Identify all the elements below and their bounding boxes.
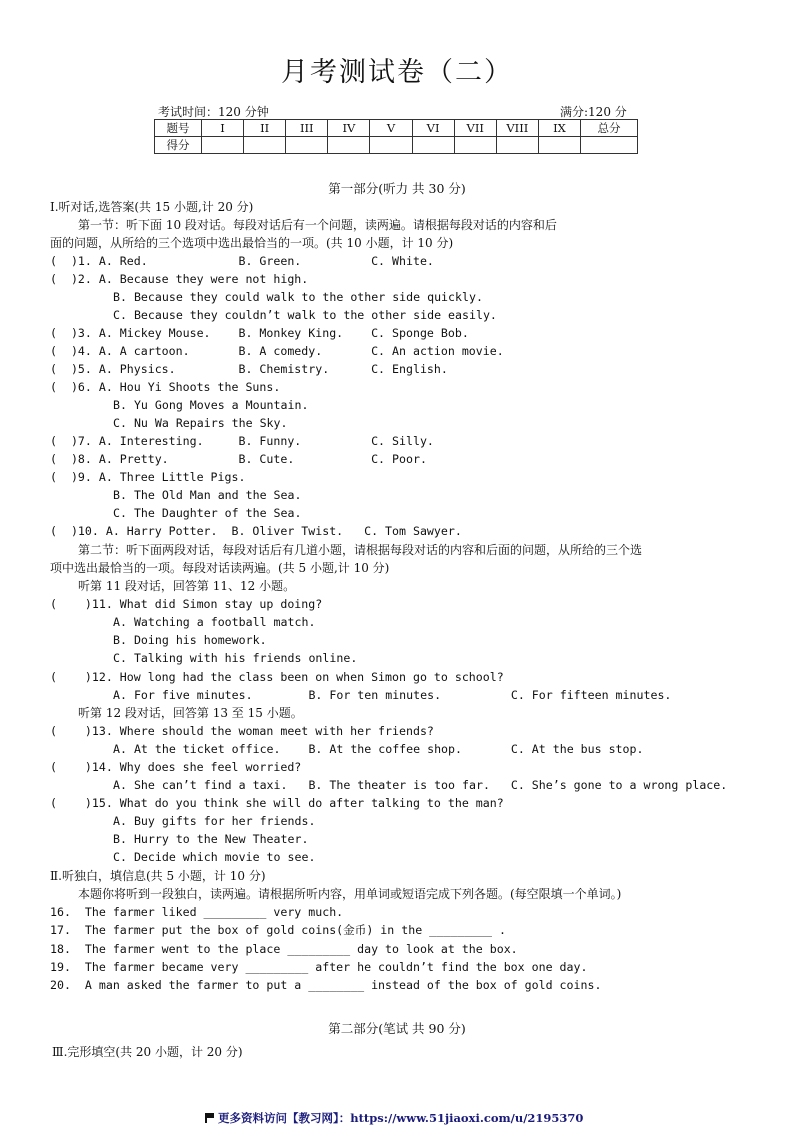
text-line: 面的问题，从所给的三个选项中选出最恰当的一项。(共 10 小题，计 10 分)	[50, 236, 454, 250]
text-line: ( )5. A. Physics. B. Chemistry. C. English.	[50, 362, 448, 376]
text-line: B. The Old Man and the Sea.	[113, 488, 302, 502]
text-line: 第一节：听下面 10 段对话。每段对话后有一个问题，读两遍。请根据每段对话的内容和后	[78, 218, 557, 232]
score-input-cell	[496, 137, 538, 154]
text-line: ( )7. A. Interesting. B. Funny. C. Silly.	[50, 434, 434, 448]
score-cell: VII	[454, 120, 496, 137]
text-line: C. Nu Wa Repairs the Sky.	[113, 416, 288, 430]
text-line: ( )14. Why does she feel worried?	[50, 760, 302, 774]
score-table-score-row	[155, 137, 638, 154]
flag-icon	[205, 1113, 214, 1122]
text-line: ( )9. A. Three Little Pigs.	[50, 470, 246, 484]
text-line: 18. The farmer went to the place _________ day to look at the box.	[50, 942, 518, 956]
text-line: ( )11. What did Simon stay up doing?	[50, 597, 323, 611]
text-line: B. Because they could walk to the other side quickly.	[113, 290, 483, 304]
score-input-cell	[454, 137, 496, 154]
page-title: 月考测试卷（二）	[281, 57, 513, 88]
text-line: ( )10. A. Harry Potter. B. Oliver Twist. C. Tom Sawyer.	[50, 524, 462, 538]
score-input-cell	[286, 137, 328, 154]
score-input-cell	[244, 137, 286, 154]
text-line: C. The Daughter of the Sea.	[113, 506, 302, 520]
footer-text: 更多资料访问【教习网】：https://www.51jiaoxi.com/u/2195370	[218, 1111, 584, 1125]
text-line: C. Decide which movie to see.	[113, 850, 316, 864]
text-line: ( )12. How long had the class been on when Simon go to school?	[50, 670, 504, 684]
text-line: Ⅰ.听对话,选答案(共 15 小题,计 20 分)	[50, 200, 254, 214]
text-line: ( )6. A. Hou Yi Shoots the Suns.	[50, 380, 281, 394]
text-line: 项中选出最恰当的一项。每段对话读两遍。(共 5 小题,计 10 分)	[50, 561, 390, 575]
text-line: Ⅱ.听独白，填信息(共 5 小题，计 10 分)	[50, 869, 266, 883]
full-score: 满分:120 分	[560, 105, 627, 119]
text-line: 17. The farmer put the box of gold coins(金币) in the _________ .	[50, 923, 506, 937]
score-input-cell	[412, 137, 454, 154]
score-cell: VIII	[496, 120, 538, 137]
text-line: 19. The farmer became very _________ after he couldn’t find the box one day.	[50, 960, 588, 974]
text-line: 第二节：听下面两段对话，每段对话后有几道小题，请根据每段对话的内容和后面的问题，从所给的三个选	[78, 543, 643, 557]
score-cell: IV	[328, 120, 370, 137]
score-cell: III	[286, 120, 328, 137]
text-line: 本题你将听到一段独白，读两遍。请根据所听内容，用单词或短语完成下列各题。(每空限填一个单词。)	[78, 887, 622, 901]
score-cell: V	[370, 120, 412, 137]
score-cell: I	[202, 120, 244, 137]
score-input-cell	[581, 137, 638, 154]
text-line: B. Doing his homework.	[113, 633, 267, 647]
text-line: ( )8. A. Pretty. B. Cute. C. Poor.	[50, 452, 427, 466]
text-line: B. Hurry to the New Theater.	[113, 832, 309, 846]
score-table	[154, 119, 638, 154]
score-cell: IX	[538, 120, 580, 137]
text-line: B. Yu Gong Moves a Mountain.	[113, 398, 309, 412]
score-input-cell	[370, 137, 412, 154]
score-cell: 总分	[581, 120, 638, 137]
text-line: ( )3. A. Mickey Mouse. B. Monkey King. C. Sponge Bob.	[50, 326, 469, 340]
score-input-cell	[202, 137, 244, 154]
score-table-header-row	[155, 120, 638, 137]
part1-heading: 第一部分(听力 共 30 分)	[328, 181, 466, 196]
exam-time: 考试时间：120 分钟	[158, 105, 269, 119]
text-line: 20. A man asked the farmer to put a ________ instead of the box of gold coins.	[50, 978, 602, 992]
text-line: ( )2. A. Because they were not high.	[50, 272, 309, 286]
text-line: A. Buy gifts for her friends.	[113, 814, 316, 828]
text-line: ( )13. Where should the woman meet with her friends?	[50, 724, 434, 738]
text-line: 听第 11 段对话，回答第 11、12 小题。	[78, 579, 296, 593]
score-cell: 题号	[155, 120, 202, 137]
text-line: C. Talking with his friends online.	[113, 651, 358, 665]
section3-heading: Ⅲ.完形填空(共 20 小题，计 20 分)	[52, 1045, 243, 1059]
text-line: C. Because they couldn’t walk to the other side easily.	[113, 308, 497, 322]
score-cell: II	[244, 120, 286, 137]
text-line: ( )4. A. A cartoon. B. A comedy. C. An action movie.	[50, 344, 504, 358]
text-line: ( )1. A. Red. B. Green. C. White.	[50, 254, 434, 268]
text-line: ( )15. What do you think she will do after talking to the man?	[50, 796, 504, 810]
text-line: 听第 12 段对话，回答第 13 至 15 小题。	[78, 706, 303, 720]
score-input-cell	[538, 137, 580, 154]
score-cell: 得分	[155, 137, 202, 154]
text-line: A. She can’t find a taxi. B. The theater is too far. C. She’s gone to a wrong place.	[113, 778, 728, 792]
part2-heading: 第二部分(笔试 共 90 分)	[328, 1021, 466, 1036]
score-input-cell	[328, 137, 370, 154]
text-line: A. For five minutes. B. For ten minutes. C. For fifteen minutes.	[113, 688, 672, 702]
text-line: A. At the ticket office. B. At the coffee shop. C. At the bus stop.	[113, 742, 644, 756]
score-cell: VI	[412, 120, 454, 137]
text-line: 16. The farmer liked _________ very much.	[50, 905, 344, 919]
text-line: A. Watching a football match.	[113, 615, 316, 629]
